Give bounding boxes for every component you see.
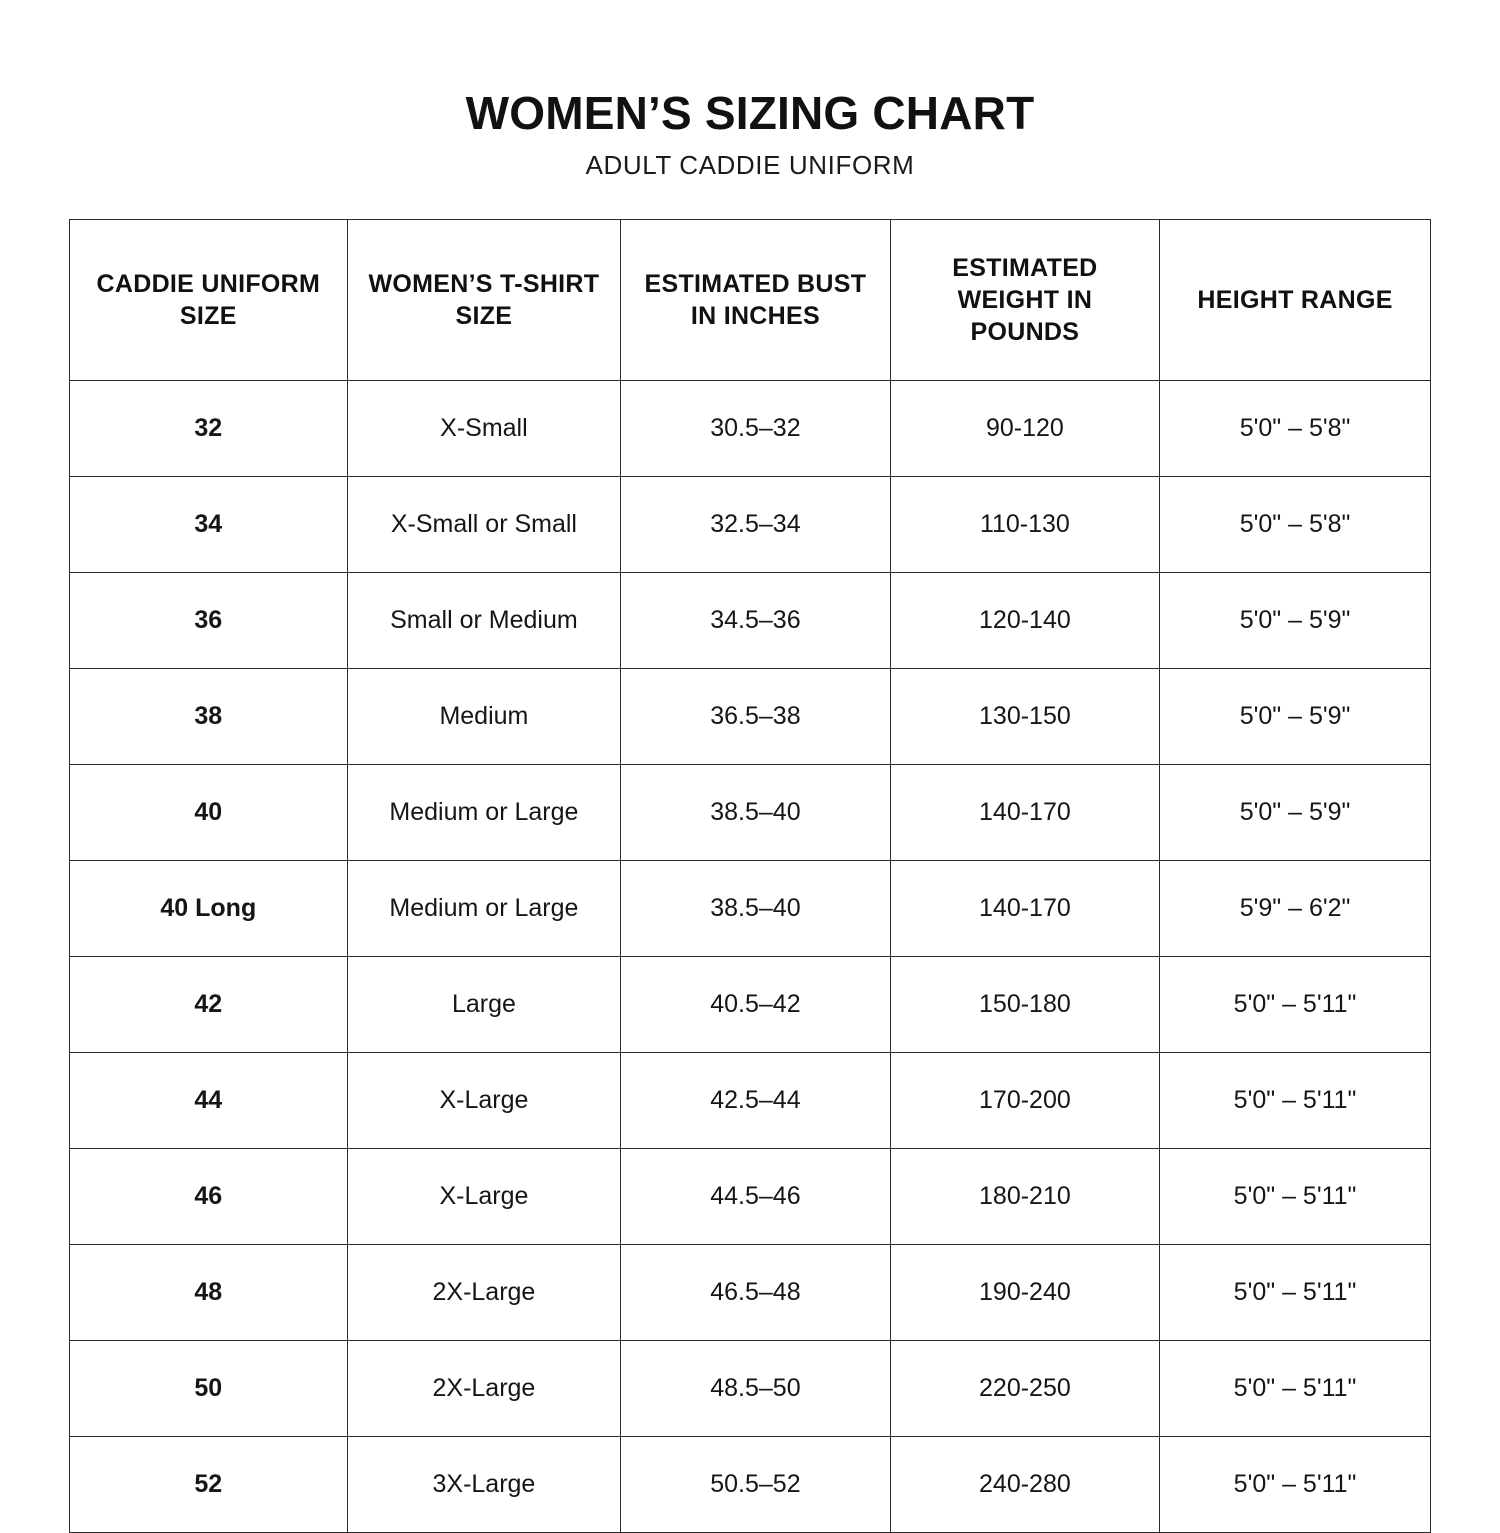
table-cell: 32: [70, 380, 348, 476]
table-cell: 34: [70, 476, 348, 572]
table-cell: 150-180: [890, 956, 1159, 1052]
table-cell: 50: [70, 1340, 348, 1436]
table-row: [70, 476, 1431, 572]
table-header: [70, 219, 1431, 380]
table-cell: 5'9" – 6'2": [1160, 860, 1431, 956]
table-cell: 180-210: [890, 1148, 1159, 1244]
table-row: [70, 860, 1431, 956]
column-header-womens-tshirt-size: WOMEN’S T-SHIRT SIZE: [347, 219, 621, 380]
table-cell: 5'0" – 5'8": [1160, 380, 1431, 476]
column-header-caddie-uniform-size: CADDIE UNIFORM SIZE: [70, 219, 348, 380]
table-cell: 110-130: [890, 476, 1159, 572]
table-row: [70, 764, 1431, 860]
table-cell: 5'0" – 5'11": [1160, 1436, 1431, 1532]
table-row: [70, 1148, 1431, 1244]
table-cell: 40 Long: [70, 860, 348, 956]
table-cell: 48.5–50: [621, 1340, 890, 1436]
table-cell: Medium: [347, 668, 621, 764]
table-row: [70, 1244, 1431, 1340]
table-cell: X-Small: [347, 380, 621, 476]
table-cell: 240-280: [890, 1436, 1159, 1532]
table-cell: 5'0" – 5'9": [1160, 572, 1431, 668]
table-cell: 5'0" – 5'11": [1160, 1148, 1431, 1244]
table-header-row: [70, 219, 1431, 380]
table-cell: 190-240: [890, 1244, 1159, 1340]
sizing-table-container: [69, 219, 1431, 1533]
table-cell: X-Small or Small: [347, 476, 621, 572]
table-cell: 90-120: [890, 380, 1159, 476]
table-row: [70, 1436, 1431, 1532]
table-row: [70, 956, 1431, 1052]
table-cell: X-Large: [347, 1052, 621, 1148]
table-cell: 52: [70, 1436, 348, 1532]
table-cell: 40: [70, 764, 348, 860]
page-title: WOMEN’S SIZING CHART: [465, 87, 1035, 139]
table-cell: 2X-Large: [347, 1244, 621, 1340]
table-cell: 5'0" – 5'11": [1160, 1052, 1431, 1148]
table-cell: 32.5–34: [621, 476, 890, 572]
table-cell: Medium or Large: [347, 860, 621, 956]
table-cell: Medium or Large: [347, 764, 621, 860]
table-cell: 220-250: [890, 1340, 1159, 1436]
table-row: [70, 668, 1431, 764]
table-cell: 3X-Large: [347, 1436, 621, 1532]
table-cell: 38.5–40: [621, 860, 890, 956]
table-cell: 170-200: [890, 1052, 1159, 1148]
table-cell: 48: [70, 1244, 348, 1340]
table-cell: 36.5–38: [621, 668, 890, 764]
table-cell: 140-170: [890, 860, 1159, 956]
table-cell: 30.5–32: [621, 380, 890, 476]
table-cell: 5'0" – 5'9": [1160, 668, 1431, 764]
page-subtitle: ADULT CADDIE UNIFORM: [585, 149, 915, 180]
table-cell: 5'0" – 5'11": [1160, 1340, 1431, 1436]
column-header-estimated-weight: ESTIMATED WEIGHT IN POUNDS: [890, 219, 1159, 380]
table-cell: Large: [347, 956, 621, 1052]
sizing-table: [69, 219, 1431, 1533]
table-cell: 44.5–46: [621, 1148, 890, 1244]
table-cell: 46.5–48: [621, 1244, 890, 1340]
table-cell: 42.5–44: [621, 1052, 890, 1148]
table-cell: 46: [70, 1148, 348, 1244]
table-cell: 40.5–42: [621, 956, 890, 1052]
table-cell: 5'0" – 5'8": [1160, 476, 1431, 572]
table-cell: 38: [70, 668, 348, 764]
table-cell: Small or Medium: [347, 572, 621, 668]
table-cell: 36: [70, 572, 348, 668]
table-cell: 2X-Large: [347, 1340, 621, 1436]
table-row: [70, 1052, 1431, 1148]
table-cell: 130-150: [890, 668, 1159, 764]
table-row: [70, 572, 1431, 668]
column-header-height-range: HEIGHT RANGE: [1160, 219, 1431, 380]
table-cell: 34.5–36: [621, 572, 890, 668]
table-cell: 5'0" – 5'9": [1160, 764, 1431, 860]
table-cell: 140-170: [890, 764, 1159, 860]
table-cell: 5'0" – 5'11": [1160, 956, 1431, 1052]
table-cell: 50.5–52: [621, 1436, 890, 1532]
table-cell: 5'0" – 5'11": [1160, 1244, 1431, 1340]
table-cell: 120-140: [890, 572, 1159, 668]
table-body: [70, 380, 1431, 1532]
table-row: [70, 380, 1431, 476]
table-cell: 44: [70, 1052, 348, 1148]
column-header-estimated-bust: ESTIMATED BUST IN INCHES: [621, 219, 890, 380]
table-row: [70, 1340, 1431, 1436]
table-cell: X-Large: [347, 1148, 621, 1244]
table-cell: 42: [70, 956, 348, 1052]
table-cell: 38.5–40: [621, 764, 890, 860]
